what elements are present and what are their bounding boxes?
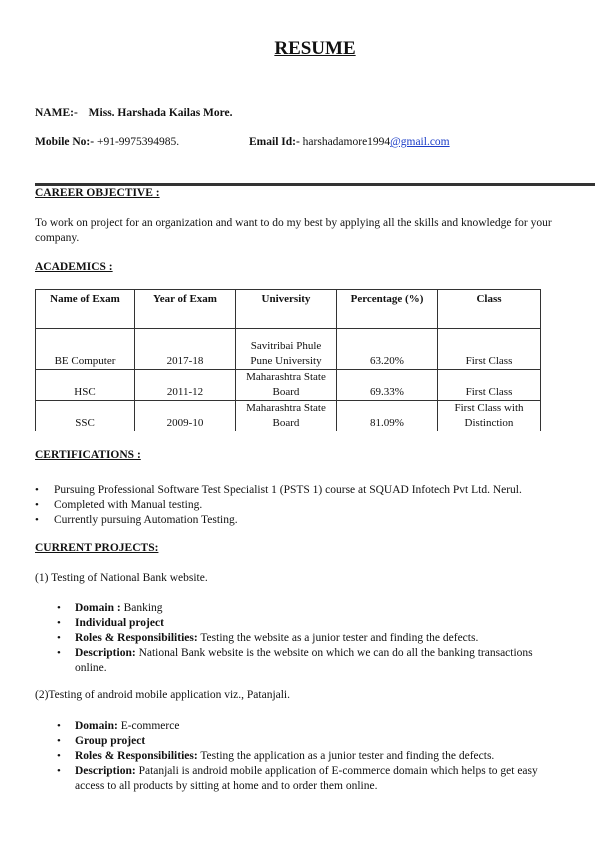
list-item	[35, 749, 555, 764]
cell-class: First Class	[438, 329, 541, 370]
roles-label: Roles & Responsibilities:	[75, 632, 198, 644]
description-value: Patanjali is android mobile application of E-commerce domain which helps to get easy access to all products by sitting at home and to order them online.	[75, 765, 538, 792]
table-row	[36, 370, 541, 401]
list-item-text: Pursuing Professional Software Test Specialist 1 (PSTS 1) course at SQUAD Infotech Pvt Ltd. Nerul.	[54, 484, 522, 496]
list-item	[35, 483, 522, 498]
name-value: Miss. Harshada Kailas More.	[88, 107, 233, 119]
name-label: NAME:-	[35, 107, 78, 119]
email-label: Email Id:-	[249, 136, 300, 148]
academics-heading: ACADEMICS :	[35, 261, 113, 273]
mobile-line	[35, 136, 179, 148]
cell-year: 2011-12	[135, 370, 236, 401]
header-exam: Name of Exam	[36, 290, 135, 329]
project2-details	[35, 719, 555, 794]
description-label: Description:	[75, 765, 136, 777]
bullet-icon: •	[57, 617, 61, 629]
projects-heading: CURRENT PROJECTS:	[35, 542, 159, 554]
cell-university: Maharashtra State Board	[236, 401, 337, 432]
project1-details	[35, 601, 555, 676]
cell-exam: SSC	[36, 401, 135, 432]
bullet-icon: •	[35, 499, 39, 511]
bullet-icon: •	[57, 765, 61, 777]
cell-university: Maharashtra State Board	[236, 370, 337, 401]
certifications-heading: CERTIFICATIONS :	[35, 449, 141, 461]
table-row	[36, 329, 541, 370]
list-item	[35, 513, 522, 528]
list-item	[35, 734, 555, 749]
roles-label: Roles & Responsibilities:	[75, 750, 198, 762]
description-value: National Bank website is the website on which we can do all the banking transactions online.	[75, 647, 533, 674]
bullet-icon: •	[57, 647, 61, 659]
domain-value: E-commerce	[117, 720, 180, 732]
list-item	[35, 719, 555, 734]
certifications-list	[35, 483, 522, 528]
domain-label: Domain:	[75, 720, 118, 732]
cell-percentage: 69.33%	[337, 370, 438, 401]
bullet-icon: •	[57, 720, 61, 732]
project2-title: (2)Testing of android mobile application viz., Patanjali.	[35, 689, 291, 701]
list-item-text: Completed with Manual testing.	[54, 499, 203, 511]
bullet-icon: •	[35, 514, 39, 526]
list-item	[35, 616, 555, 631]
project-type: Individual project	[75, 617, 164, 629]
cell-year: 2009-10	[135, 401, 236, 432]
table-header-row	[36, 290, 541, 329]
list-item	[35, 601, 555, 616]
roles-value: Testing the application as a junior tester and finding the defects.	[197, 750, 495, 762]
cell-percentage: 63.20%	[337, 329, 438, 370]
career-heading: CAREER OBJECTIVE :	[35, 187, 160, 199]
bullet-icon: •	[57, 632, 61, 644]
page-break-mask	[34, 432, 544, 442]
cell-year: 2017-18	[135, 329, 236, 370]
list-item	[35, 631, 555, 646]
bullet-icon: •	[57, 750, 61, 762]
cell-exam: HSC	[36, 370, 135, 401]
section-divider	[35, 183, 595, 186]
header-class: Class	[438, 290, 541, 329]
list-item	[35, 498, 522, 513]
project1-title: (1) Testing of National Bank website.	[35, 572, 208, 584]
list-item	[35, 646, 555, 676]
academics-table	[35, 289, 541, 431]
bullet-icon: •	[35, 484, 39, 496]
domain-label: Domain :	[75, 602, 121, 614]
table-row	[36, 401, 541, 432]
email-link[interactable]: @gmail.com	[390, 136, 450, 148]
career-text: To work on project for an organization and want to do my best by applying all the skills and knowledge for your company.	[35, 217, 552, 244]
project-type: Group project	[75, 735, 146, 747]
domain-value: Banking	[120, 602, 163, 614]
header-year: Year of Exam	[135, 290, 236, 329]
description-label: Description:	[75, 647, 136, 659]
cell-percentage: 81.09%	[337, 401, 438, 432]
cell-class: First Class	[438, 370, 541, 401]
mobile-label: Mobile No:-	[35, 136, 95, 148]
name-line	[35, 107, 233, 119]
email-prefix: harshadamore1994	[299, 136, 391, 148]
mobile-value: +91-9975394985.	[94, 136, 180, 148]
list-item	[35, 764, 555, 794]
bullet-icon: •	[57, 602, 61, 614]
cell-university: Savitribai Phule Pune University	[236, 329, 337, 370]
resume-title: RESUME	[274, 38, 356, 59]
email-line	[249, 136, 450, 148]
bullet-icon: •	[57, 735, 61, 747]
header-university: University	[236, 290, 337, 329]
roles-value: Testing the website as a junior tester and finding the defects.	[197, 632, 479, 644]
header-percentage: Percentage (%)	[337, 290, 438, 329]
list-item-text: Currently pursuing Automation Testing.	[54, 514, 238, 526]
cell-class: First Class with Distinction	[438, 401, 541, 432]
cell-exam: BE Computer	[36, 329, 135, 370]
